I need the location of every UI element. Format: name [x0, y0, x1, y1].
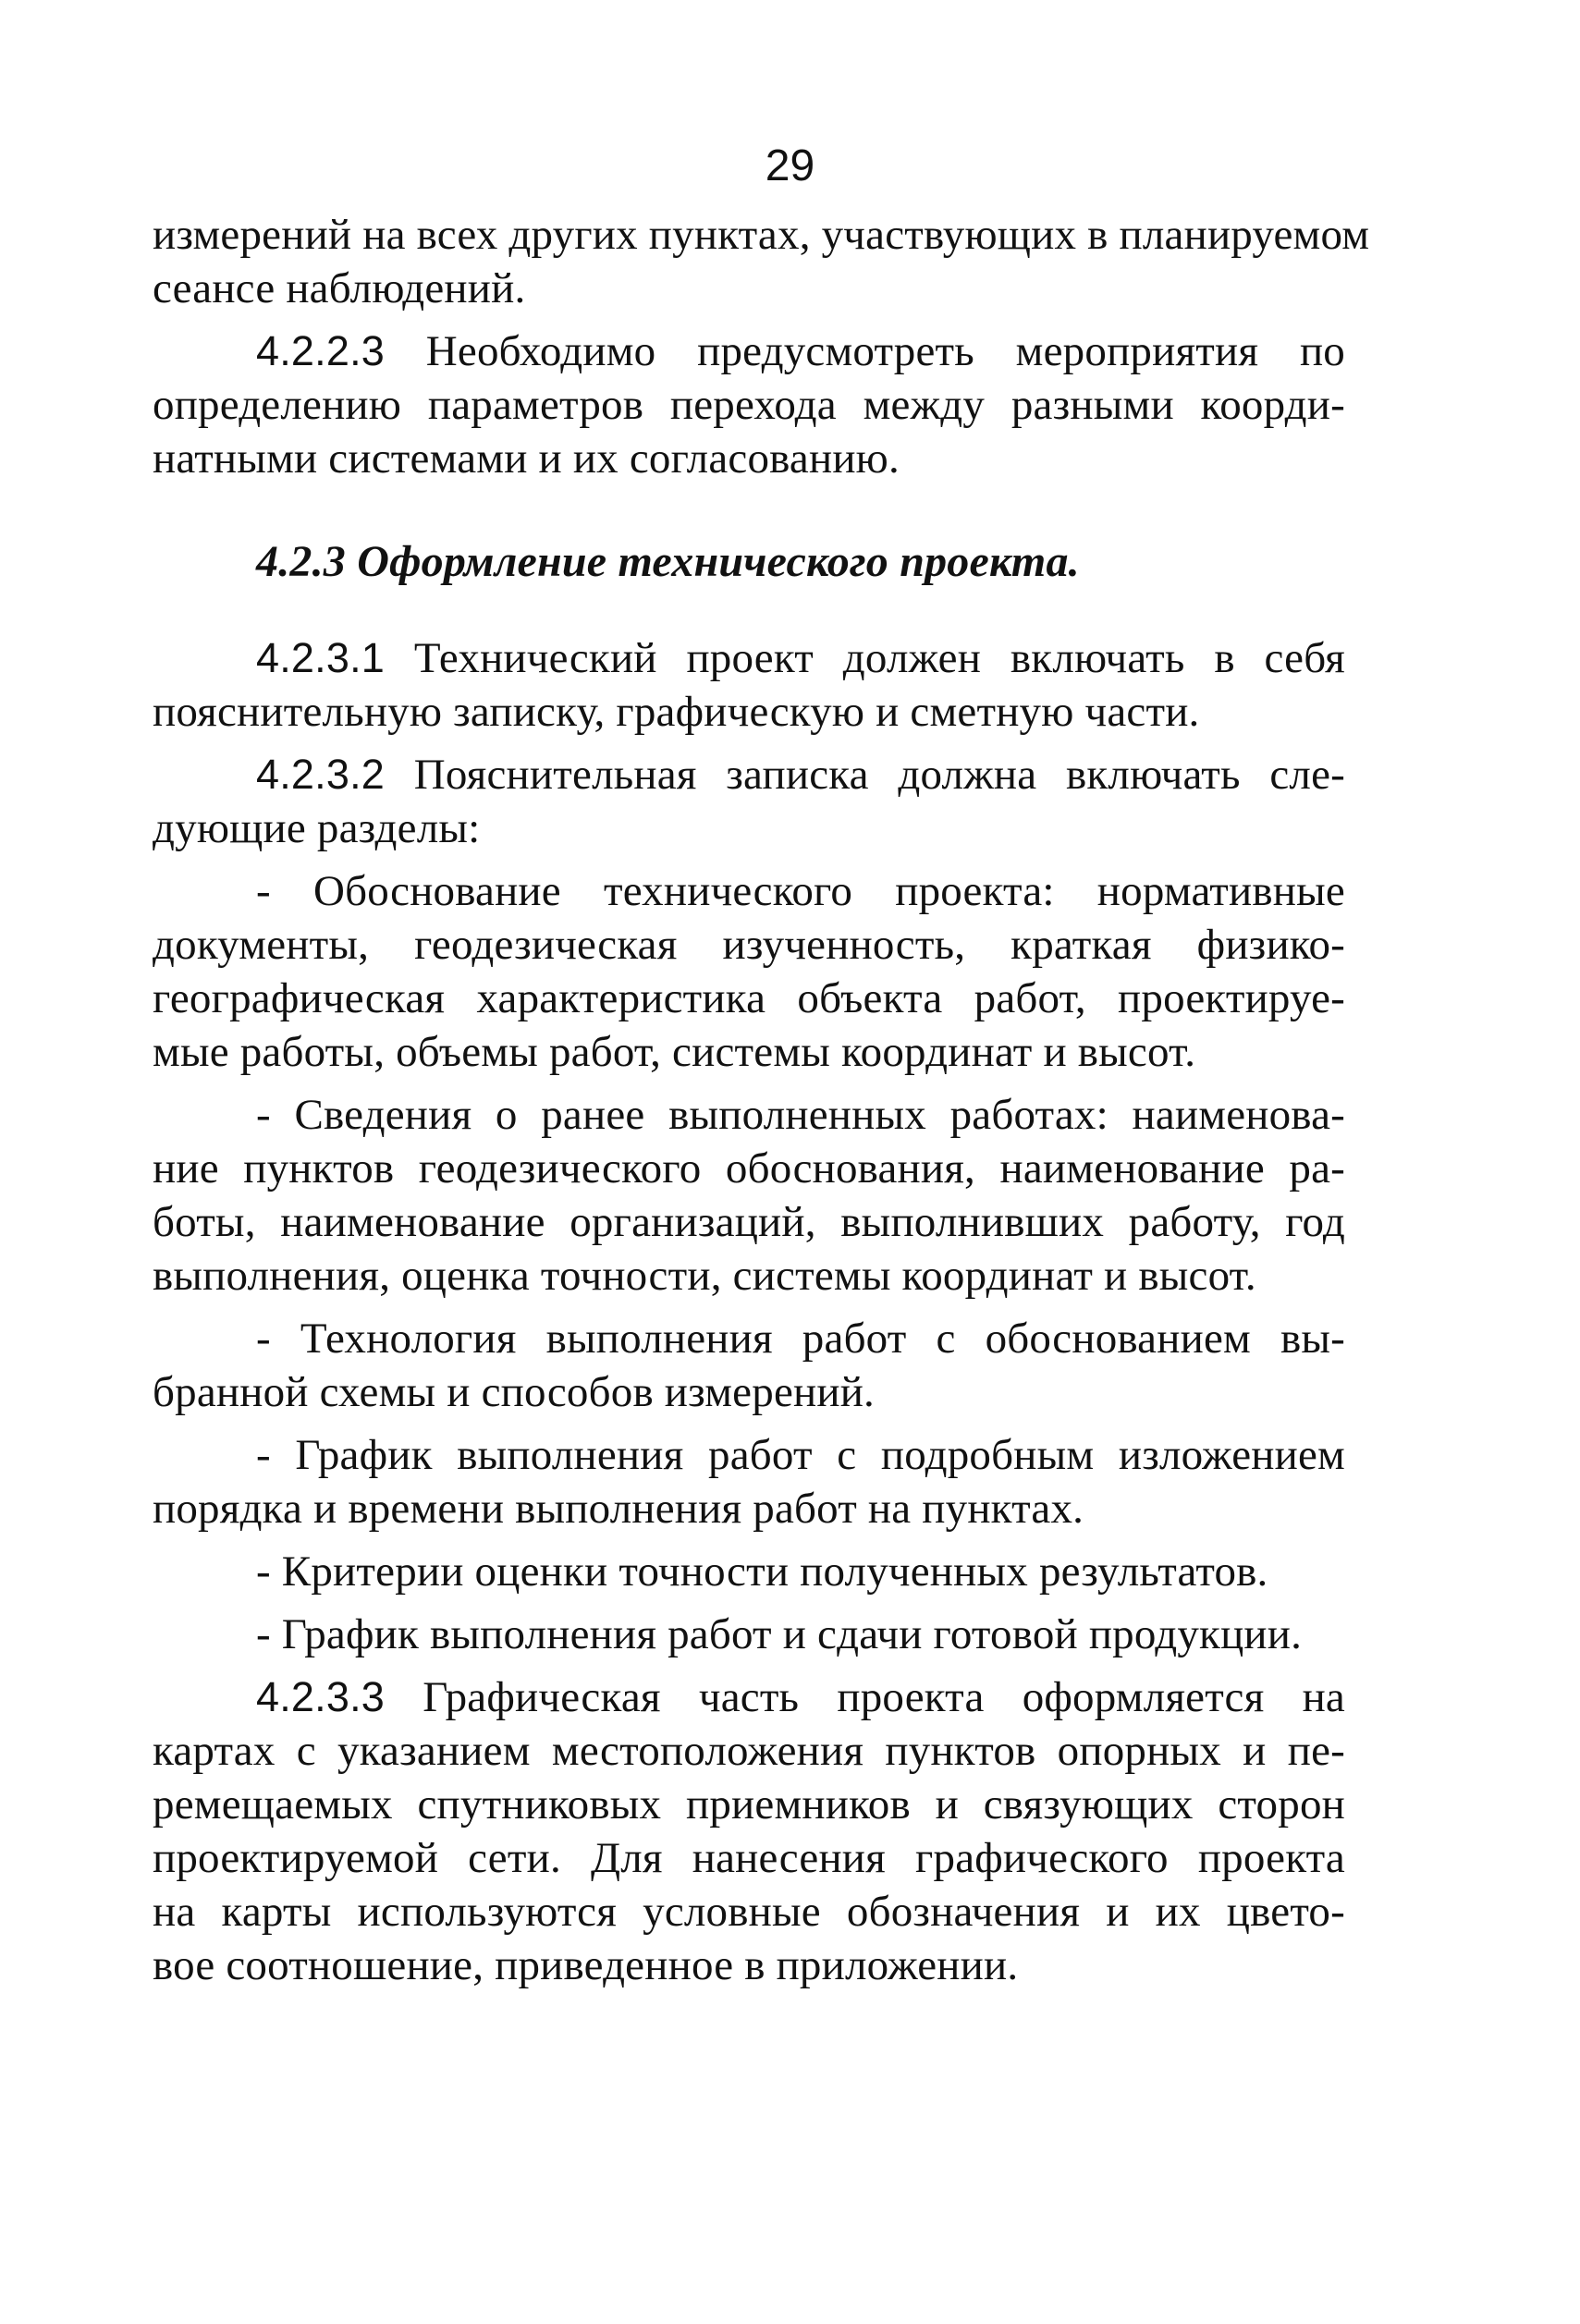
section-heading: 4.2.3 Оформление технического проекта. [256, 537, 1080, 586]
text-line: вое соотношение, приведенное в приложении. [153, 1941, 1019, 1989]
text-line: картах с указанием местоположения пунктов опорных и пе- [153, 1727, 1345, 1775]
paragraph-4-2-3-2 [153, 748, 1345, 855]
text-line: ние пунктов геодезического обоснования, наименование ра- [153, 1144, 1345, 1193]
clause-text: Необходимо предусмотреть мероприятия по [425, 327, 1345, 375]
paragraph-4-2-3-1 [153, 631, 1345, 739]
text-line [153, 1670, 1345, 1724]
text-line: бранной схемы и способов измерений. [153, 1368, 876, 1416]
text-line: географическая характеристика объекта работ, проектируе- [153, 974, 1345, 1022]
text-line: - Критерии оценки точности полученных результатов. [256, 1547, 1268, 1596]
text-line: натными системами и их согласованию. [153, 434, 900, 483]
text-line: дующие разделы: [153, 804, 481, 852]
text-line: на карты используются условные обозначения и их цвето- [153, 1888, 1345, 1936]
text-line: проектируемой сети. Для нанесения графического проекта [153, 1834, 1345, 1882]
text-line: определению параметров перехода между разными коорди- [153, 381, 1345, 429]
paragraph-4-2-3-3 [153, 1670, 1345, 1992]
page-number: 29 [765, 141, 815, 190]
list-item [153, 1608, 1345, 1661]
text-line: пояснительную записку, графическую и сметную части. [153, 688, 1200, 736]
paragraph-continuation [153, 208, 1370, 315]
clause-number: 4.2.2.3 [256, 327, 386, 374]
clause-text: Графическая часть проекта оформляется на [423, 1673, 1345, 1721]
text-line: боты, наименование организаций, выполнивших работу, год [153, 1198, 1345, 1246]
clause-number: 4.2.3.3 [256, 1673, 386, 1720]
paragraph-4-2-2-3 [153, 324, 1345, 485]
text-line: мые работы, объемы работ, системы координат и высот. [153, 1028, 1196, 1076]
list-item [153, 1088, 1345, 1303]
clause-number: 4.2.3.2 [256, 751, 386, 798]
text-line: порядка и времени выполнения работ на пунктах. [153, 1485, 1084, 1533]
clause-number: 4.2.3.1 [256, 634, 386, 681]
text-line: - График выполнения работ и сдачи готовой продукции. [256, 1610, 1303, 1658]
clause-text: Технический проект должен включать в себя [413, 634, 1345, 682]
list-item [153, 1545, 1345, 1598]
list-item [153, 1428, 1345, 1535]
page-body [153, 208, 1370, 1992]
text-line [153, 324, 1345, 378]
text-line: документы, геодезическая изученность, краткая физико- [153, 921, 1345, 969]
text-line: - Сведения о ранее выполненных работах: наименова- [256, 1091, 1345, 1139]
text-line: - График выполнения работ с подробным изложением [256, 1431, 1345, 1479]
text-line: измерений на всех других пунктах, участвующих в планируемом [153, 211, 1370, 259]
text-line [153, 748, 1345, 801]
list-item [153, 864, 1345, 1079]
text-line: ремещаемых спутниковых приемников и связующих сторон [153, 1780, 1345, 1829]
section-heading-4-2-3 [153, 535, 1345, 589]
text-line: - Обоснование технического проекта: нормативные [256, 867, 1345, 915]
clause-text: Пояснительная записка должна включать сле- [413, 751, 1345, 799]
text-line: выполнения, оценка точности, системы координат и высот. [153, 1252, 1256, 1300]
text-line [153, 631, 1345, 685]
list-item [153, 1312, 1345, 1419]
text-line: - Технология выполнения работ с обоснованием вы- [256, 1315, 1345, 1363]
text-line: сеансе наблюдений. [153, 264, 526, 312]
